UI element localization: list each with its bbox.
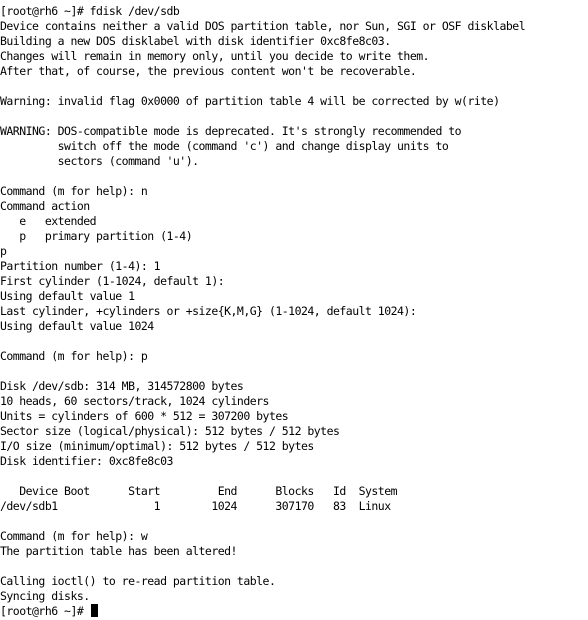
terminal-line: Partition number (1-4): 1 [0, 259, 161, 273]
terminal-line: Calling ioctl() to re-read partition table. [0, 574, 276, 588]
terminal-line: WARNING: DOS-compatible mode is deprecated. It's strongly recommended to [0, 124, 462, 138]
shell-prompt: [root@rh6 ~]# [0, 604, 90, 618]
terminal-line: /dev/sdb1 1 1024 307170 83 Linux [0, 499, 391, 513]
terminal-line: Building a new DOS disklabel with disk identifier 0xc8fe8c03. [0, 34, 391, 48]
terminal-line: Using default value 1024 [0, 319, 154, 333]
terminal-line: p primary partition (1-4) [0, 229, 193, 243]
command-prompt-line[interactable] [0, 604, 588, 619]
terminal-line: sectors (command 'u'). [0, 154, 199, 168]
terminal-line: [root@rh6 ~]# fdisk /dev/sdb [0, 4, 180, 18]
terminal-line: Command (m for help): w [0, 529, 148, 543]
terminal-line: The partition table has been altered! [0, 544, 237, 558]
terminal-line: Disk identifier: 0xc8fe8c03 [0, 454, 173, 468]
terminal-line: Syncing disks. [0, 589, 90, 603]
terminal-line: 10 heads, 60 sectors/track, 1024 cylinders [0, 394, 269, 408]
terminal-line: Units = cylinders of 600 * 512 = 307200 bytes [0, 409, 289, 423]
text-cursor [91, 604, 98, 617]
terminal-line: Using default value 1 [0, 289, 135, 303]
terminal-line: Command (m for help): n [0, 184, 148, 198]
terminal-line [0, 364, 588, 379]
terminal-line: Sector size (logical/physical): 512 bytes / 512 bytes [0, 424, 340, 438]
terminal-line: switch off the mode (command 'c') and change display units to [0, 139, 449, 153]
terminal-line [0, 169, 588, 184]
terminal-line [0, 334, 588, 349]
terminal-line: Command action [0, 199, 90, 213]
terminal-line: Device Boot Start End Blocks Id System [0, 484, 398, 498]
terminal-line: Changes will remain in memory only, until you decide to write them. [0, 49, 430, 63]
terminal-line: After that, of course, the previous content won't be recoverable. [0, 64, 417, 78]
terminal-output[interactable] [0, 4, 588, 620]
terminal-line: Device contains neither a valid DOS partition table, nor Sun, SGI or OSF disklabel [0, 19, 526, 33]
terminal-line [0, 514, 588, 529]
terminal-line: Last cylinder, +cylinders or +size{K,M,G} (1-1024, default 1024): [0, 304, 417, 318]
terminal-line [0, 79, 588, 94]
terminal-line: Command (m for help): p [0, 349, 148, 363]
terminal-line: I/O size (minimum/optimal): 512 bytes / 512 bytes [0, 439, 314, 453]
terminal-line: Warning: invalid flag 0x0000 of partition table 4 will be corrected by w(rite) [0, 94, 500, 108]
terminal-line [0, 469, 588, 484]
terminal-line: First cylinder (1-1024, default 1): [0, 274, 225, 288]
terminal-line [0, 559, 588, 574]
terminal-line [0, 109, 588, 124]
terminal-line: e extended [0, 214, 97, 228]
terminal-line: Disk /dev/sdb: 314 MB, 314572800 bytes [0, 379, 244, 393]
terminal-line: p [0, 244, 7, 258]
